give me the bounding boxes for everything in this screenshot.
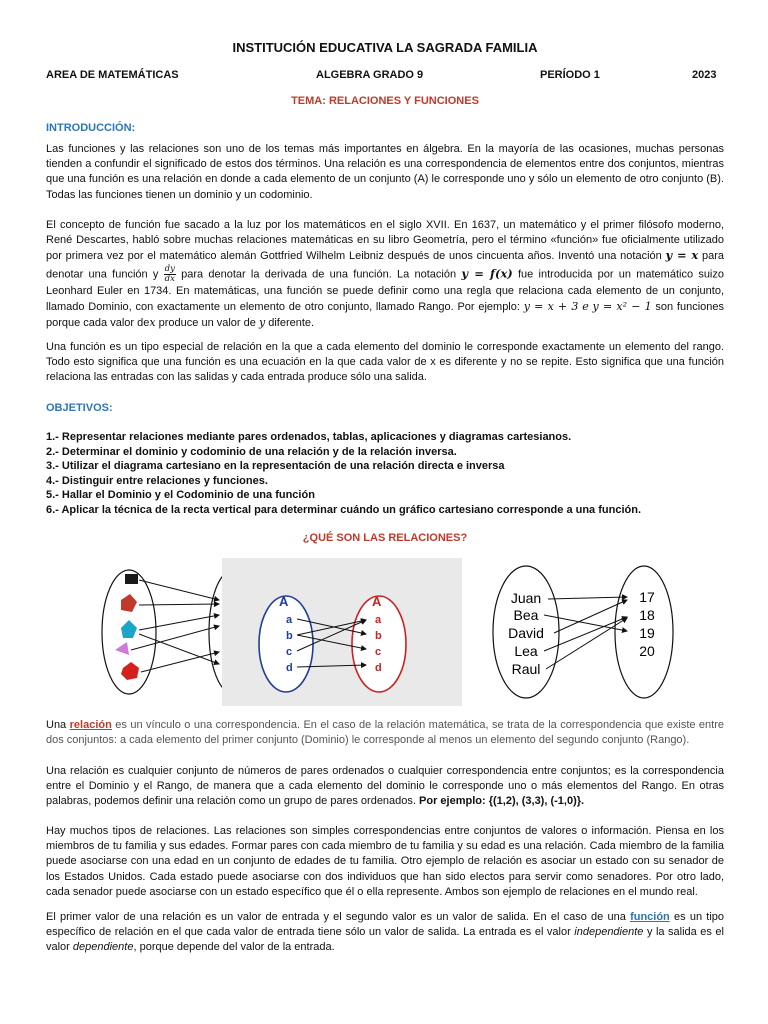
body-p1-pre: Una xyxy=(46,719,67,731)
age-item: 18 xyxy=(639,607,655,623)
intro-p2-text-b: para denotar una función y xyxy=(46,250,724,281)
example-conjunction: e xyxy=(582,299,589,313)
example-equation-2: y = x² − 1 xyxy=(592,299,652,313)
body-p2-example-label: Por ejemplo: xyxy=(419,795,486,808)
name-item: Bea xyxy=(513,607,539,623)
school-title: INSTITUCIÓN EDUCATIVA LA SAGRADA FAMILIA xyxy=(232,40,538,55)
age-item: 17 xyxy=(639,589,655,605)
intro-paragraph-2 xyxy=(46,218,724,331)
objectives-heading: OBJETIVOS: xyxy=(46,402,113,414)
objective-item: 5.- Hallar el Dominio y el Codominio de una función xyxy=(46,489,315,502)
intro-heading: INTRODUCCIÓN: xyxy=(46,122,136,134)
objectives-list xyxy=(46,430,724,518)
body-p4-mid: es un tipo específico de relación en el que cada valor de entrada tiene sólo un valor de salida. La entrada es el valor xyxy=(46,911,725,939)
intro-p2-text-e: son funciones porque cada valor de xyxy=(46,300,725,330)
intro-paragraph-3: Una función es un tipo especial de relación en la que a cada elemento del dominio le corresponde exactamente un elemento del rango. Todo esto significa que una función es una ecuación en la que cada valor de x es diferente y no se repite. Esto significa que una función relaciona las entradas con las salidas y cada entrada produce sólo una salida. xyxy=(46,341,724,384)
name-item: Juan xyxy=(510,590,542,606)
set-b-ellipse xyxy=(352,596,406,692)
red-hexagon-icon xyxy=(121,662,139,680)
body-paragraph-2 xyxy=(46,764,724,810)
name-item: Raul xyxy=(511,661,541,677)
relations-question-heading: ¿QUÉ SON LAS RELACIONES? xyxy=(302,532,468,544)
fraction-numerator: dy xyxy=(164,263,175,274)
set-a-label: A xyxy=(279,594,289,609)
dependent-term: dependiente xyxy=(72,941,134,954)
set-a-element-a: a xyxy=(286,614,293,626)
equation-y-equals-x: y = x xyxy=(665,248,699,263)
variable-x: x xyxy=(149,316,156,330)
name-item: Lea xyxy=(514,643,538,659)
set-b-element-d: d xyxy=(375,662,382,674)
intro-paragraph-1: Las funciones y las relaciones son uno de los temas más importantes en álgebra. En la mayoría de las ocasiones, muchas personas tienden a confundir el significado de estos dos términos. Una relación es una correspondencia de elementos entre dos conjuntos, mientras que una función es una relación en donde a cada elemento de un conjunto (A) le corresponde uno y sólo un elemento de otro conjunto (B). Todas las funciones tienen un dominio y un codominio. xyxy=(46,143,724,201)
set-b-element-b: b xyxy=(375,630,382,642)
set-a-ellipse xyxy=(259,596,313,692)
topic-title: TEMA: RELACIONES Y FUNCIONES xyxy=(291,95,479,107)
body-p4-pre: El primer valor de una relación es un valor de entrada y el segundo valor es un valor de salida. En el caso de una xyxy=(46,911,626,923)
figure-letter-sets-relation xyxy=(222,558,462,706)
age-item: 19 xyxy=(639,625,655,641)
red-pentagon-icon xyxy=(121,594,137,612)
objective-item: 3.- Utilizar el diagrama cartesiano en la representación de una relación directa e inversa xyxy=(46,460,505,473)
area-label: AREA DE MATEMÁTICAS xyxy=(46,69,179,81)
intro-p2-text-a: El concepto de función fue sacado a la luz por los matemáticos en el siglo XVII. En 1637, un matemático y el primer filósofo moderno, René Descartes, habló sobre muchas relaciones matemáticas en su libro Geometría, pero el término «función» fue oficialmente utilizado por primera vez por el matemático alemán Gottfried Wilhelm Leibniz después de unos cincuenta años. Inventó una notación xyxy=(46,219,724,263)
set-b-element-c: c xyxy=(375,646,382,658)
name-item: David xyxy=(508,625,544,641)
equation-y-equals-f-x: y = f(x) xyxy=(461,266,513,281)
variable-y: y xyxy=(258,316,266,330)
objective-item: 1.- Representar relaciones mediante pares ordenados, tablas, aplicaciones y diagramas cartesianos. xyxy=(46,431,572,443)
objective-item: 6.- Aplicar la técnica de la recta vertical para determinar cuándo un gráfico cartesiano corresponde a una función. xyxy=(46,503,642,516)
age-item: 20 xyxy=(639,643,655,659)
black-shape-icon xyxy=(125,574,138,584)
course-label: ALGEBRA GRADO 9 xyxy=(316,69,424,81)
objective-item: 2.- Determinar el dominio y codominio de una relación y de la relación inversa. xyxy=(46,445,457,458)
fraction-denominator: dx xyxy=(164,273,175,284)
figure-names-ages-relation xyxy=(484,558,688,706)
intro-p2-text-g: diferente. xyxy=(268,317,315,330)
intro-p2-text-f: produce un valor de xyxy=(158,317,256,330)
intro-p2-text-d: fue introducida por un matemático suizo Leonhard Euler en 1734. En matemáticas, una función se puede definir como una regla que relaciona cada elemento de un conjunto, llamado Dominio, con exactamente un elemento de otro conjunto, llamado Rango. Por ejemplo: xyxy=(46,268,724,313)
body-p2-text: Una relación es cualquier conjunto de números de pares ordenados o cualquier correspondencia entre conjuntos; es la correspondencia entre el Dominio y el Rango, de manera que a cada elemento del dominio le corresponde uno o más elementos del Rango. En otras palabras, podemos definir una relación como un grupo de pares ordenados. xyxy=(46,765,724,808)
objective-item: 4.- Distinguir entre relaciones y funciones. xyxy=(46,474,268,487)
body-paragraph-3: Hay muchos tipos de relaciones. Las relaciones son simples correspondencias entre conjuntos de valores o información. Piensa en los miembros de tu familia y sus edades. Formar pares con cada miembro de tu familia y su edad es una relación. Cada miembro de la familia puede asociarse con una edad en un conjunto de edades de tu familia. Otro ejemplo de relación es asociar un estado con su senador de los Estados Unidos. Cada estado puede asociarse con dos individuos que han sido electos para servir como senadores. Por otro lado, cada senador puede asociarse con un estado específico que él o ella represente. Ambos son ejemplo de relaciones en el mundo real. xyxy=(46,825,724,898)
example-equation-1: y = x + 3 xyxy=(523,299,579,313)
fig3-name-labels xyxy=(508,590,544,677)
derivative-fraction xyxy=(164,265,176,284)
fig3-age-labels xyxy=(639,589,655,659)
body-p4-end: , porque depende del valor de la entrada. xyxy=(133,941,335,954)
pink-triangle-icon xyxy=(115,642,129,655)
funcion-link[interactable]: función xyxy=(630,911,670,923)
set-a-element-d: d xyxy=(286,662,293,674)
year-label: 2023 xyxy=(692,69,717,81)
body-paragraph-1 xyxy=(46,718,724,748)
set-b-element-a: a xyxy=(375,614,382,626)
period-label: PERÍODO 1 xyxy=(540,69,600,81)
independent-term: independiente xyxy=(574,926,644,939)
body-p1-post: es un vínculo o una correspondencia. En el caso de la relación matemática, se trata de la correspondencia que existe entre dos conjuntos: a cada elemento del primer conjunto (Dominio) le corresponde al menos un elemento del segundo conjunto (Rango). xyxy=(46,719,725,747)
body-paragraph-4 xyxy=(46,910,724,956)
body-p2-example-set: {(1,2), (3,3), (-1,0)}. xyxy=(488,795,585,808)
figure-background xyxy=(222,558,462,706)
relacion-link[interactable]: relación xyxy=(69,719,112,731)
set-a-element-b: b xyxy=(286,630,293,642)
intro-p2-text-c: para denotar la derivada de una función. La notación xyxy=(181,268,457,281)
set-b-label: A xyxy=(372,594,382,609)
body-p4-mid2: y la salida es el valor xyxy=(46,926,724,954)
set-a-element-c: c xyxy=(286,646,293,658)
cyan-pentagon-icon xyxy=(121,620,137,638)
